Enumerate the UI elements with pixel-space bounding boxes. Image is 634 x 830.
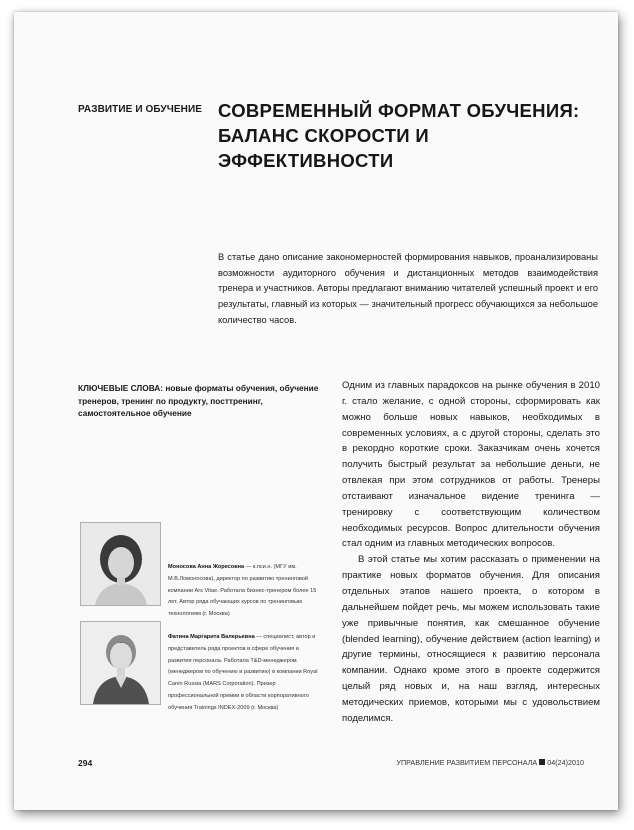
author-bio — [168, 562, 318, 621]
article-body — [342, 378, 600, 727]
page-number: 294 — [78, 758, 93, 768]
keywords: КЛЮЧЕВЫЕ СЛОВА: новые форматы обучения, обучение тренеров, тренинг по продукту, посттренинг, самостоятельное обучение — [78, 383, 319, 418]
article-title: СОВРЕМЕННЫЙ ФОРМАТ ОБУЧЕНИЯ: БАЛАНС СКОРОСТИ И ЭФФЕКТИВНОСТИ — [218, 100, 580, 171]
journal-name: УПРАВЛЕНИЕ РАЗВИТИЕМ ПЕРСОНАЛА — [396, 758, 538, 767]
magazine-page — [14, 12, 618, 810]
author-photo — [80, 522, 161, 606]
issue-number: 04(24)2010 — [547, 758, 584, 767]
square-bullet-icon — [539, 759, 545, 765]
journal-footer — [396, 758, 584, 767]
author-name: Фатина Маргарита Валерьевна — [168, 634, 255, 640]
section-label: РАЗВИТИЕ И ОБУЧЕНИЕ — [78, 104, 203, 115]
author-description: — специалист, автор и представитель ряда проектов в сфере обучения и развития персонала. Работала T&D-менеджером (менеджером по обучению и развитию) в компании Royal Canin Russia (MARS Corporation). Призер профессиональной премии в области корпоративного обучения Trainings INDEX-2009 (г. Москва) — [168, 634, 318, 711]
body-paragraph: Одним из главных парадоксов на рынке обучения в 2010 г. стало желание, с одной стороны, сформировать как можно больше новых навыков, необходимых в современных условиях, а с другой стороны, сделать это в рекордно короткие сроки. Заказчикам очень хочется получить быстрый результат за небольшие деньги, не отвлекая при этом сотрудников от работы. Тренеры отстаивают изначальное видение тренинга — тренировку с соответствующим количеством необходимых ресурсов. Вопрос длительности обучения стал одним из главных методических вопросов. — [342, 380, 600, 550]
author-name: Моносова Анна Жоресовна — [168, 564, 245, 570]
author-bio — [168, 632, 318, 715]
body-paragraph: В этой статье мы хотим рассказать о применении на практике новых форматов обучения. Для описания отдельных этапов нашего проекта, о котором в дальнейшем пойдет речь, мы можем использовать такие уже привычные понятия, как смешанное обучение (blended learning), обучение действием (action learning) и другие термины, относящиеся к развитию персонала компании. Однако кроме этого в проекте содержится целый ряд новых и, на наш взгляд, интересных методических приемов, которыми мы с удовольствием поделимся. — [342, 554, 600, 724]
author-description: — к.пси.н. (МГУ им. М.В.Ломоносова), директор по развитию тренинговой компании Ars Vitae. Работала бизнес-тренером более 15 лет. Автор ряда обучающих курсов по тренинговым технологиям (г. Москва) — [168, 564, 317, 618]
author-photo — [80, 621, 161, 705]
article-abstract: В статье дано описание закономерностей формирования навыков, проанализированы возможности аудиторного обучения и дистанционных методов взаимодействия тренера и участников. Авторы предлагают вниманию читателей успешный проект и его результаты, главный из которых — значительный прогресс обучающихся за небольшое количество часов. — [218, 252, 598, 325]
